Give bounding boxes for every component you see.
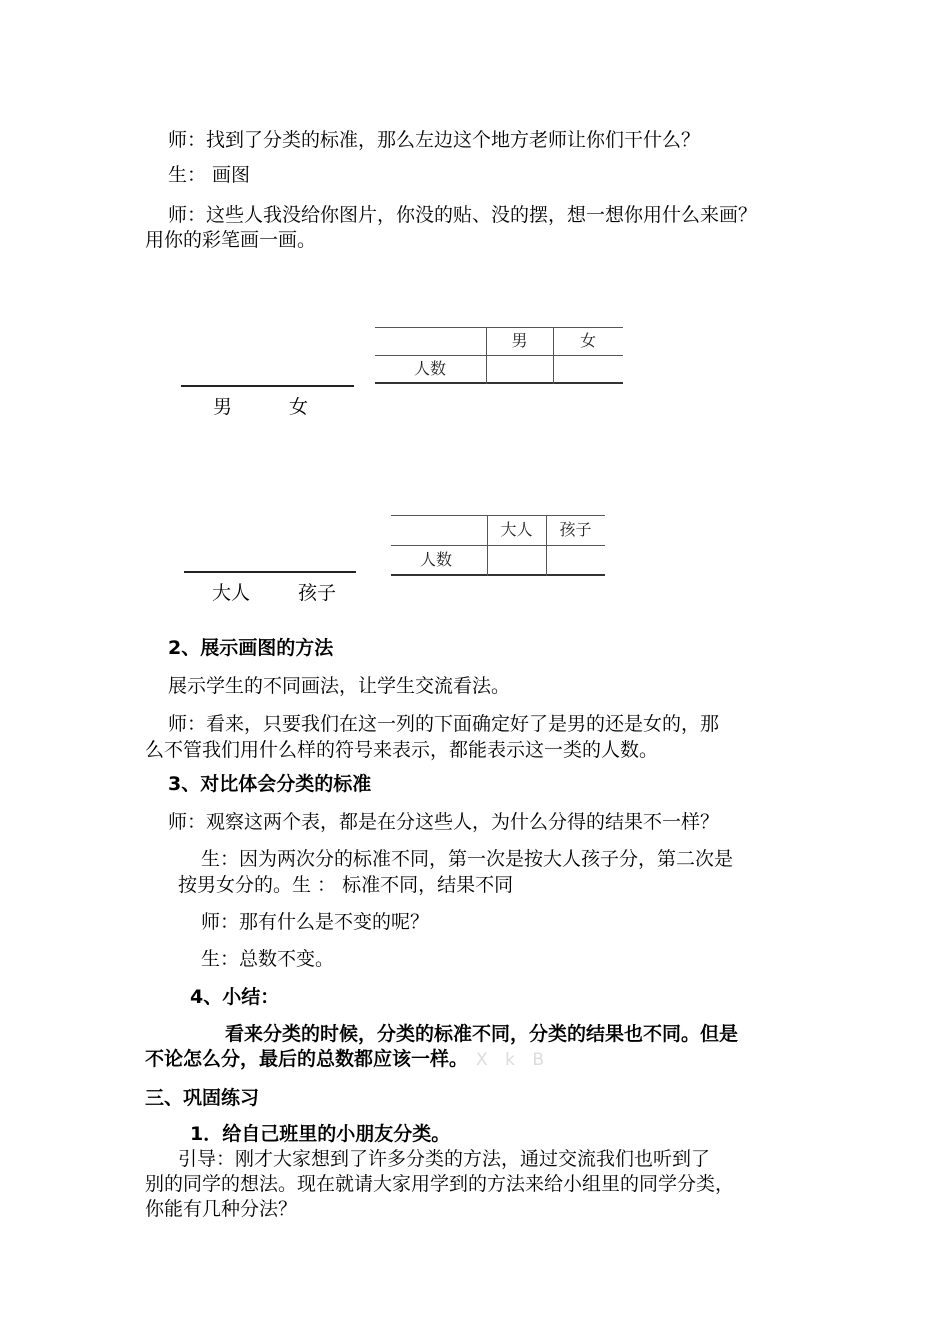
paragraph-teacher-draw-line1: 师：这些人我没给你图片，你没的贴、没的摆，想一想你用什么来画？ — [168, 204, 758, 226]
table-row-label-count: 人数 — [413, 359, 446, 378]
summary-line2 — [145, 1047, 550, 1072]
axis-label-adult: 大人 — [212, 582, 251, 604]
table-bottom-line — [391, 574, 605, 576]
axis-label-male: 男 — [213, 396, 233, 418]
table-top-line — [391, 515, 605, 516]
paragraph-teacher-observe: 师：观察这两个表，都是在分这些人，为什么分得的结果不一样？ — [168, 811, 720, 833]
paragraph-teacher-draw-line2: 用你的彩笔画一画。 — [145, 229, 317, 251]
summary-line1: 看来分类的时候，分类的标准不同，分类的结果也不同。但是 — [225, 1023, 739, 1045]
heading-compare-standard: 3、对比体会分类的标准 — [168, 773, 372, 795]
table-header-child: 孩子 — [559, 520, 592, 539]
paragraph-teacher-symbol-line2: 么不管我们用什么样的符号来表示，都能表示这一类的人数。 — [145, 739, 659, 761]
axis-label-female: 女 — [289, 396, 309, 418]
table-middle-line — [375, 355, 623, 356]
table-bottom-line — [375, 382, 623, 384]
paragraph-teacher-question: 师：找到了分类的标准，那么左边这个地方老师让你们干什么？ — [168, 129, 701, 151]
paragraph-student-reason-line2: 按男女分的。生 ： 标准不同，结果不同 — [178, 874, 514, 896]
table-header-adult: 大人 — [500, 520, 533, 539]
table-row-label-count: 人数 — [419, 550, 452, 569]
axis-label-child: 孩子 — [298, 582, 337, 604]
paragraph-student-answer: 生： 画图 — [168, 164, 251, 186]
table-header-female: 女 — [579, 331, 596, 350]
heading-summary: 4、小结： — [190, 986, 280, 1008]
watermark-text: X k B — [476, 1050, 550, 1070]
table-top-line — [375, 327, 623, 328]
paragraph-guide-line2: 别的同学的想法。现在就请大家用学到的方法来给小组里的同学分类， — [145, 1173, 735, 1195]
paragraph-teacher-unchanged: 师：那有什么是不变的呢？ — [201, 911, 430, 933]
heading-exercise-1: 1．给自己班里的小朋友分类。 — [190, 1123, 451, 1145]
paragraph-guide-line3: 你能有几种分法？ — [145, 1198, 298, 1220]
table-gender — [375, 327, 623, 384]
paragraph-show-methods: 展示学生的不同画法，让学生交流看法。 — [168, 675, 511, 697]
table-age — [391, 515, 605, 576]
paragraph-student-reason-line1: 生：因为两次分的标准不同，第一次是按大人孩子分，第二次是 — [201, 848, 734, 870]
paragraph-guide-line1: 引导：刚才大家想到了许多分类的方法，通过交流我们也听到了 — [178, 1148, 711, 1170]
summary-line2-text: 不论怎么分，最后的总数都应该一样。 — [145, 1048, 469, 1070]
heading-show-drawing: 2、展示画图的方法 — [168, 637, 334, 659]
table-middle-line — [391, 545, 605, 546]
heading-consolidation-practice: 三、巩固练习 — [145, 1087, 260, 1109]
drawing-baseline-age — [184, 571, 356, 573]
paragraph-student-total: 生：总数不变。 — [201, 948, 335, 970]
drawing-baseline-gender — [181, 385, 354, 387]
paragraph-teacher-symbol-line1: 师：看来，只要我们在这一列的下面确定好了是男的还是女的，那 — [168, 713, 720, 735]
table-header-male: 男 — [511, 331, 528, 350]
